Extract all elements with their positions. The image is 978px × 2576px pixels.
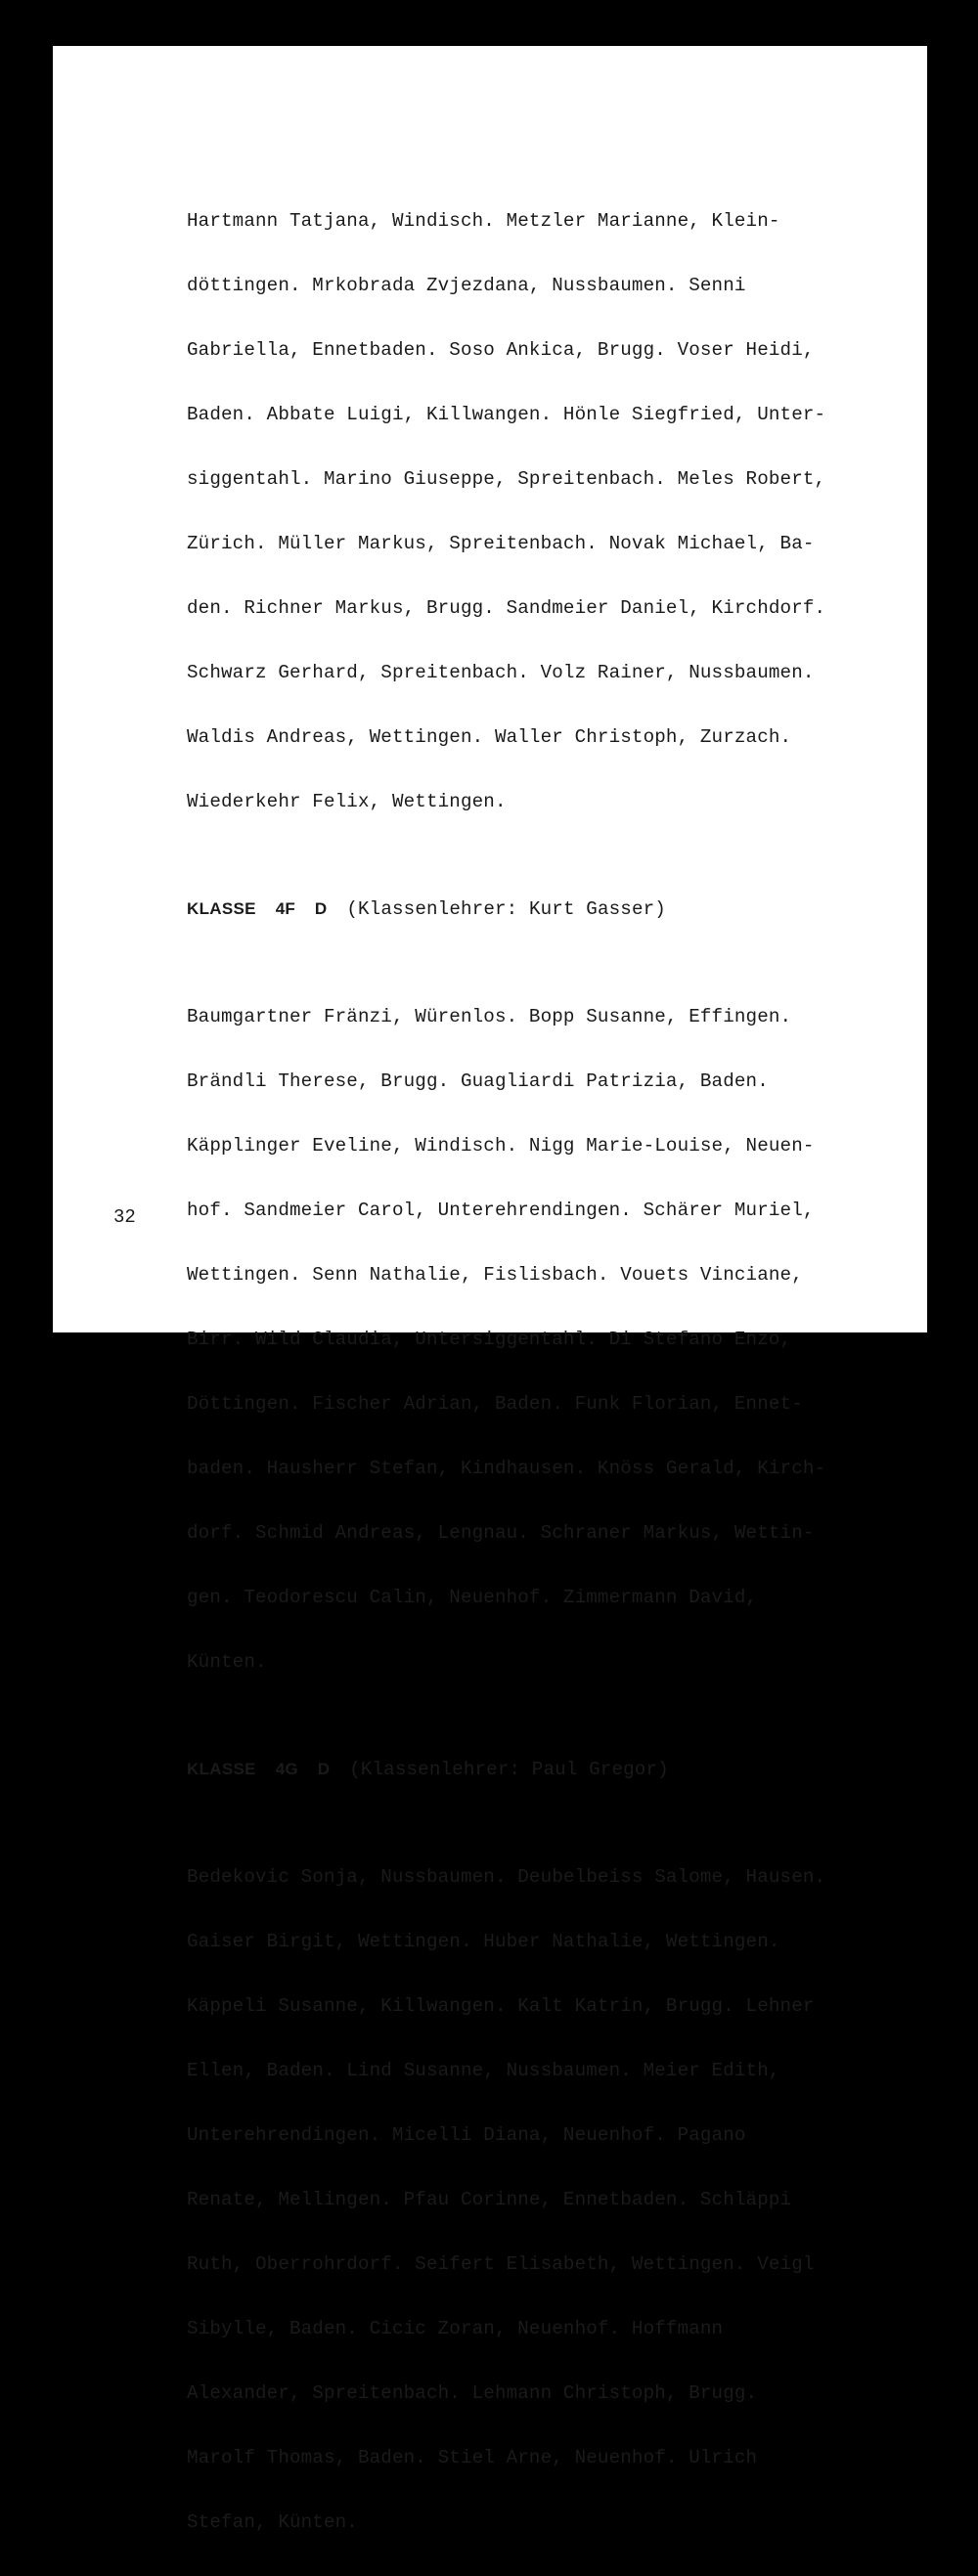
class-label: KLASSE bbox=[187, 1760, 256, 1778]
class-heading-4f bbox=[187, 898, 891, 920]
text-line: Renate, Mellingen. Pfau Corinne, Ennetbaden. Schläppi bbox=[187, 2189, 792, 2210]
text-line: Käppeli Susanne, Killwangen. Kalt Katrin, Brugg. Lehner bbox=[187, 1995, 815, 2017]
text-line: hof. Sandmeier Carol, Unterehrendingen. Schärer Muriel, bbox=[187, 1200, 815, 1221]
text-line: Sibylle, Baden. Cicic Zoran, Neuenhof. Hoffmann bbox=[187, 2318, 724, 2339]
class-teacher: (Klassenlehrer: Kurt Gasser) bbox=[346, 898, 666, 920]
class-teacher: (Klassenlehrer: Paul Gregor) bbox=[349, 1759, 669, 1780]
text-line: gen. Teodorescu Calin, Neuenhof. Zimmermann David, bbox=[187, 1587, 758, 1608]
text-line: siggentahl. Marino Giuseppe, Spreitenbach. Meles Robert, bbox=[187, 468, 826, 490]
text-line: Schwarz Gerhard, Spreitenbach. Volz Rainer, Nussbaumen. bbox=[187, 662, 815, 683]
text-line: Zürich. Müller Markus, Spreitenbach. Novak Michael, Ba- bbox=[187, 533, 815, 554]
class-heading-4g bbox=[187, 1759, 891, 1780]
text-line: Ruth, Oberrohrdorf. Seifert Elisabeth, Wettingen. Veigl bbox=[187, 2253, 815, 2275]
text-line: Baden. Abbate Luigi, Killwangen. Hönle Siegfried, Unter- bbox=[187, 404, 826, 425]
page-content bbox=[187, 167, 891, 2576]
text-line: baden. Hausherr Stefan, Kindhausen. Knöss Gerald, Kirch- bbox=[187, 1458, 826, 1479]
text-line: Stefan, Künten. bbox=[187, 2511, 358, 2533]
student-list-4g bbox=[187, 1823, 891, 2576]
text-line: Käpplinger Eveline, Windisch. Nigg Marie-Louise, Neuen- bbox=[187, 1135, 815, 1157]
text-line: Hartmann Tatjana, Windisch. Metzler Marianne, Klein- bbox=[187, 210, 780, 232]
text-line: döttingen. Mrkobrada Zvjezdana, Nussbaumen. Senni bbox=[187, 275, 746, 296]
text-line: Alexander, Spreitenbach. Lehmann Christoph, Brugg. bbox=[187, 2382, 758, 2404]
text-line: Bedekovic Sonja, Nussbaumen. Deubelbeiss Salome, Hausen. bbox=[187, 1866, 826, 1888]
text-line: Wiederkehr Felix, Wettingen. bbox=[187, 791, 507, 812]
text-line: Künten. bbox=[187, 1651, 267, 1673]
class-section: D bbox=[314, 899, 328, 918]
class-label: KLASSE bbox=[187, 899, 256, 918]
text-line: Wettingen. Senn Nathalie, Fislisbach. Vouets Vinciane, bbox=[187, 1264, 803, 1286]
text-line: Brändli Therese, Brugg. Guagliardi Patrizia, Baden. bbox=[187, 1070, 769, 1092]
text-line: den. Richner Markus, Brugg. Sandmeier Daniel, Kirchdorf. bbox=[187, 597, 826, 619]
text-line: Baumgartner Fränzi, Würenlos. Bopp Susanne, Effingen. bbox=[187, 1006, 792, 1027]
class-code: 4F bbox=[275, 899, 295, 918]
student-list-4f bbox=[187, 963, 891, 1716]
text-line: dorf. Schmid Andreas, Lengnau. Schraner Markus, Wettin- bbox=[187, 1522, 815, 1544]
text-line: Döttingen. Fischer Adrian, Baden. Funk Florian, Ennet- bbox=[187, 1393, 803, 1415]
text-line: Marolf Thomas, Baden. Stiel Arne, Neuenhof. Ulrich bbox=[187, 2447, 758, 2468]
text-line: Birr. Wild Claudia, Untersiggentahl. Di Stefano Enzo, bbox=[187, 1329, 792, 1350]
text-line: Waldis Andreas, Wettingen. Waller Christoph, Zurzach. bbox=[187, 726, 792, 748]
text-line: Gaiser Birgit, Wettingen. Huber Nathalie, Wettingen. bbox=[187, 1931, 780, 1952]
document-page bbox=[53, 46, 927, 2533]
text-line: Ellen, Baden. Lind Susanne, Nussbaumen. Meier Edith, bbox=[187, 2060, 780, 2081]
text-line: Unterehrendingen. Micelli Diana, Neuenhof. Pagano bbox=[187, 2124, 746, 2146]
student-list-previous-class bbox=[187, 167, 891, 855]
class-section: D bbox=[317, 1760, 331, 1778]
text-line: Gabriella, Ennetbaden. Soso Ankica, Brugg. Voser Heidi, bbox=[187, 339, 815, 361]
class-code: 4G bbox=[275, 1760, 298, 1778]
page-number: 32 bbox=[113, 1206, 136, 1228]
